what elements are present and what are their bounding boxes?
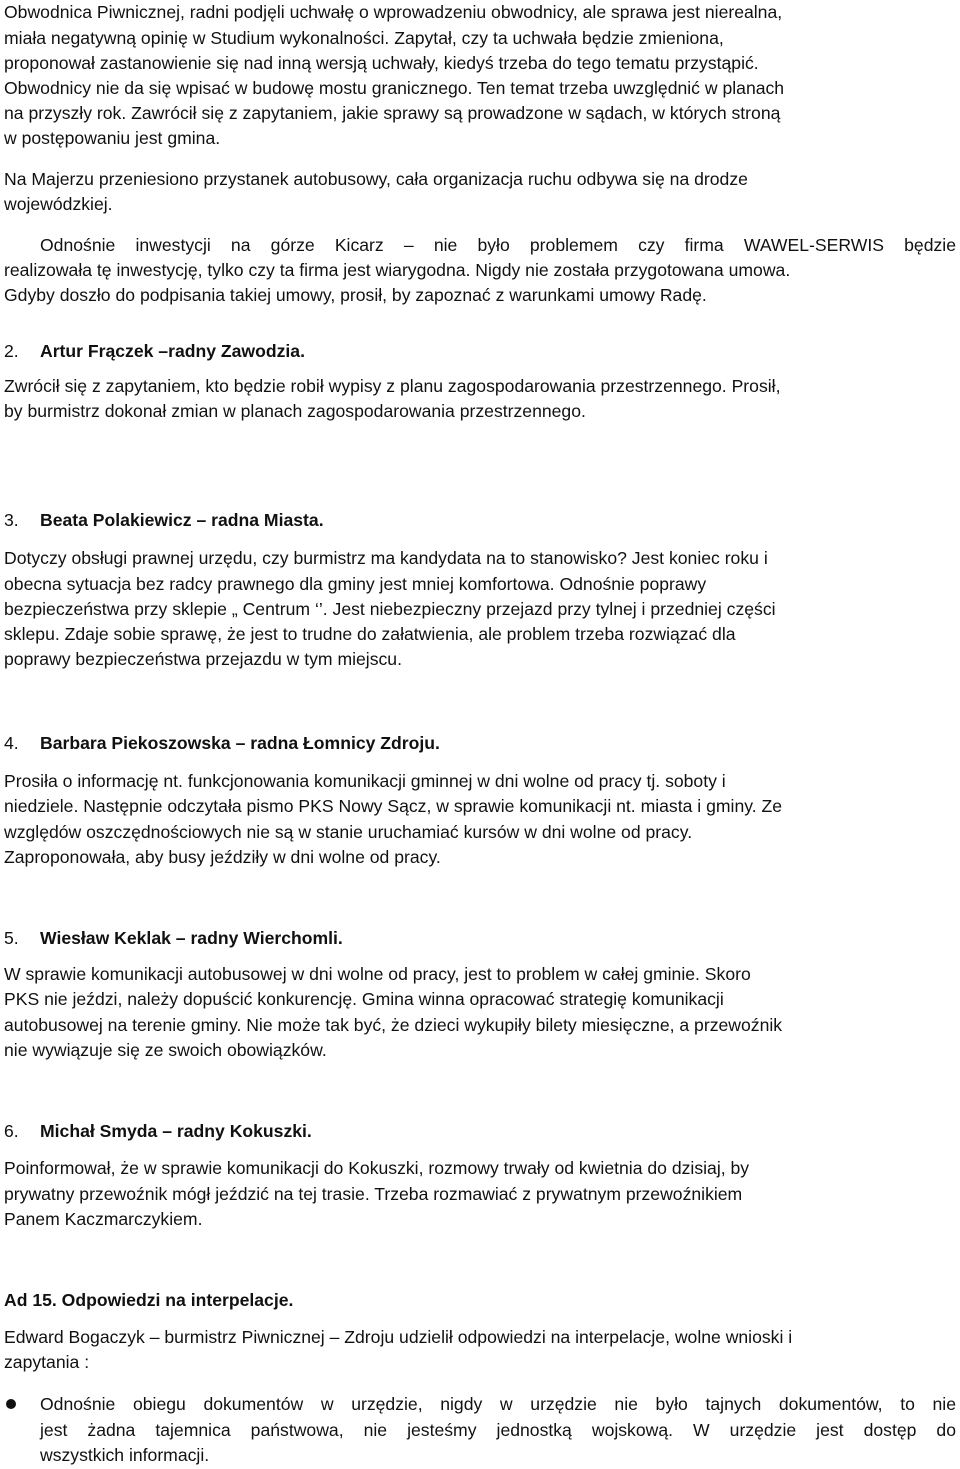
text-line: na przyszły rok. Zawrócił się z zapytaniem, jakie sprawy są prowadzone w sądach, w których stroną xyxy=(4,103,781,123)
text-line: realizowała tę inwestycję, tylko czy ta firma jest wiarygodna. Nigdy nie została przygotowana umowa. xyxy=(4,260,791,280)
section-title: Michał Smyda – radny Kokuszki. xyxy=(40,1121,312,1141)
text-line: Zaproponowała, aby busy jeździły w dni wolne od pracy. xyxy=(4,847,441,867)
text-line: Edward Bogaczyk – burmistrz Piwnicznej – Zdroju udzielił odpowiedzi na interpelacje, wolne wnioski i xyxy=(4,1327,793,1347)
section-title: Wiesław Keklak – radny Wierchomli. xyxy=(40,928,343,948)
text-line: względów oszczędnościowych nie są w stanie uruchamiać kursów w dni wolne od pracy. xyxy=(4,822,693,842)
text-line: wszystkich informacji. xyxy=(40,1445,210,1465)
text-line: autobusowej na terenie gminy. Nie może tak być, że dzieci wykupiły bilety miesięczne, a przewoźnik xyxy=(4,1015,783,1035)
section-number: 5. xyxy=(4,928,19,948)
section-heading xyxy=(4,731,440,755)
text-line: PKS nie jeździ, należy dopuścić konkurencję. Gmina winna opracować strategię komunikacji xyxy=(4,989,724,1009)
text-line: Dotyczy obsługi prawnej urzędu, czy burmistrz ma kandydata na to stanowisko? Jest koniec roku i xyxy=(4,548,768,568)
text-line: W sprawie komunikacji autobusowej w dni wolne od pracy, jest to problem w całej gminie. Skoro xyxy=(4,964,751,984)
section-heading xyxy=(4,926,343,950)
section-title: Ad 15. Odpowiedzi na interpelacje. xyxy=(4,1290,294,1310)
text-line: Odnośnie inwestycji na górze Kicarz – nie było problemem czy firma WAWEL-SERWIS będzie xyxy=(40,235,956,255)
text-line: Na Majerzu przeniesiono przystanek autobusowy, cała organizacja ruchu odbywa się na drodze xyxy=(4,169,748,189)
section-title: Artur Frączek –radny Zawodzia. xyxy=(40,341,305,361)
section-heading xyxy=(4,1288,293,1312)
text-line: prywatny przewoźnik mógł jeździć na tej trasie. Trzeba rozmawiać z prywatnym przewoźnikiem xyxy=(4,1184,743,1204)
section-number: 4. xyxy=(4,733,19,753)
text-line: wojewódzkiej. xyxy=(4,194,113,214)
text-line: Obwodnica Piwnicznej, radni podjęli uchwałę o wprowadzeniu obwodnicy, ale sprawa jest nierealna, xyxy=(4,2,783,22)
bullet-icon xyxy=(6,1399,16,1409)
text-line: Gdyby doszło do podpisania takiej umowy, prosił, by zapoznać z warunkami umowy Radę. xyxy=(4,285,707,305)
text-line: Panem Kaczmarczykiem. xyxy=(4,1209,203,1229)
text-line: proponował zastanowienie się nad inną wersją uchwały, kiedyś trzeba do tego tematu przystąpić. xyxy=(4,53,759,73)
text-line: sklepu. Zdaje sobie sprawę, że jest to trudne do załatwienia, ale problem trzeba rozwiązać dla xyxy=(4,624,736,644)
text-line: Obwodnicy nie da się wpisać w budowę mostu granicznego. Ten temat trzeba uwzględnić w planach xyxy=(4,78,785,98)
text-line: miała negatywną opinię w Studium wykonalności. Zapytał, czy ta uchwała będzie zmieniona, xyxy=(4,28,724,48)
section-number: 6. xyxy=(4,1121,19,1141)
section-heading xyxy=(4,508,324,532)
text-line: Zwrócił się z zapytaniem, kto będzie robił wypisy z planu zagospodarowania przestrzennego. Prosił, xyxy=(4,376,781,396)
text-line: w postępowaniu jest gmina. xyxy=(4,128,221,148)
text-line: niedziele. Następnie odczytała pismo PKS Nowy Sącz, w sprawie komunikacji nt. miasta i gminy. Ze xyxy=(4,796,783,816)
text-line: jest żadna tajemnica państwowa, nie jesteśmy jednostką wojskową. W urzędzie jest dostęp do xyxy=(40,1420,956,1440)
text-line: obecna sytuacja bez radcy prawnego dla gminy jest mniej komfortowa. Odnośnie poprawy xyxy=(4,574,707,594)
text-line: Prosiła o informację nt. funkcjonowania komunikacji gminnej w dni wolne od pracy tj. soboty i xyxy=(4,771,726,791)
text-line: zapytania : xyxy=(4,1352,90,1372)
section-number: 3. xyxy=(4,510,19,530)
section-title: Beata Polakiewicz – radna Miasta. xyxy=(40,510,324,530)
text-line: by burmistrz dokonał zmian w planach zagospodarowania przestrzennego. xyxy=(4,401,586,421)
text-line: nie wywiązuje się ze swoich obowiązków. xyxy=(4,1040,327,1060)
text-line: Odnośnie obiegu dokumentów w urzędzie, nigdy w urzędzie nie było tajnych dokumentów, to nie xyxy=(40,1394,956,1414)
section-heading xyxy=(4,339,305,363)
section-heading xyxy=(4,1119,312,1143)
text-line: poprawy bezpieczeństwa przejazdu w tym miejscu. xyxy=(4,649,402,669)
text-line: Poinformował, że w sprawie komunikacji do Kokuszki, rozmowy trwały od kwietnia do dzisiaj, by xyxy=(4,1158,750,1178)
section-number: 2. xyxy=(4,341,19,361)
section-title: Barbara Piekoszowska – radna Łomnicy Zdroju. xyxy=(40,733,440,753)
text-line: bezpieczeństwa przy sklepie „ Centrum ‘’. Jest niebezpieczny przejazd przy tylnej i przedniej części xyxy=(4,599,776,619)
